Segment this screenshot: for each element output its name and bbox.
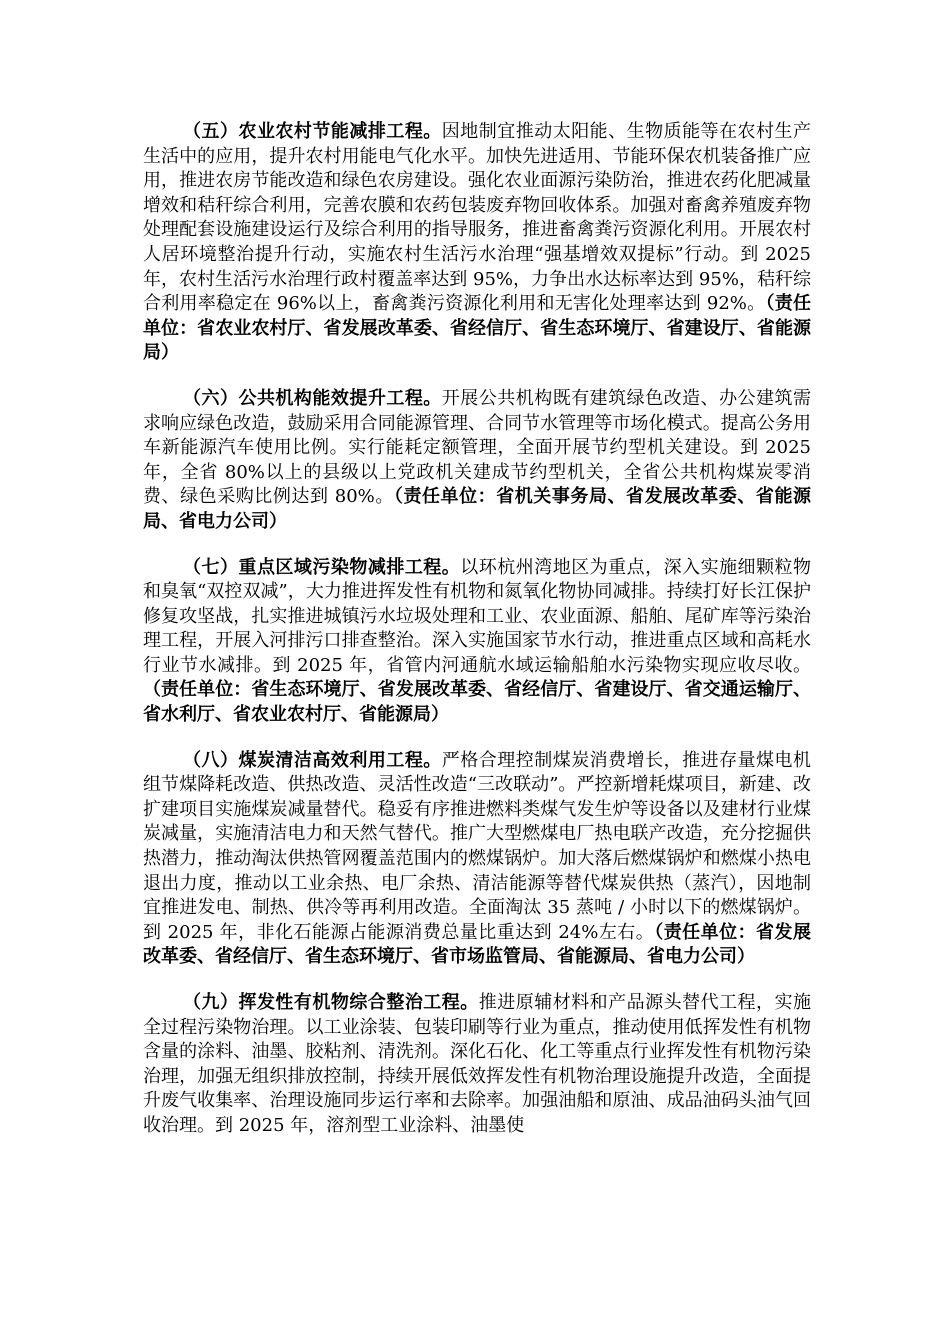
section-body: 因地制宜推动太阳能、生物质能等在农村生产生活中的应用，提升农村用能电气化水平。加快先进适用、节能环保农机装备推广应用，推进农房节能改造和绿色农房建设。强化农业面源污染防治，推进农药化肥减量增效和秸秆综合利用，完善农膜和农药包装废弃物回收体系。加强对畜禽养殖废弃物处理配套设施建设运行及综合利用的指导服务，推进畜禽粪污资源化利用。开展农村人居环境整治提升行动，实施农村生活污水治理“强基增效双提标”行动。到 2025 年，农村生活污水治理行政村覆盖率达到 95%，力争出水达标率达到 95%，秸秆综合利用率稳定在 96%以上，畜禽粪污资源化利用和无害化处理率达到 92%。 [143, 121, 812, 315]
responsibility-units: （责任单位：省生态环境厅、省发展改革委、省经信厅、省建设厅、省交通运输厅、省水利厅、省农业农村厅、省能源局） [143, 679, 811, 726]
section-heading: （六）公共机构能效提升工程。 [183, 387, 442, 409]
section-5-paragraph [143, 120, 811, 366]
section-6-paragraph [143, 387, 811, 535]
section-8-paragraph [143, 749, 811, 970]
document-page [143, 120, 811, 1160]
section-heading: （八）煤炭清洁高效利用工程。 [183, 749, 442, 771]
section-body: 推进原辅材料和产品源头替代工程，实施全过程污染物治理。以工业涂装、包装印刷等行业为重点，推动使用低挥发性有机物含量的涂料、油墨、胶粘剂、清洗剂。深化石化、化工等重点行业挥发性有机物污染治理，加强无组织排放控制，持续开展低效挥发性有机物治理设施提升改造，全面提升废气收集率、治理设施同步运行率和去除率。加强油船和原油、成品油码头油气回收治理。到 2025 年，溶剂型工业涂料、油墨使 [143, 992, 812, 1136]
section-7-paragraph [143, 556, 811, 728]
section-body: 严格合理控制煤炭消费增长，推进存量煤电机组节煤降耗改造、供热改造、灵活性改造“三改联动”。严控新增耗煤项目，新建、改扩建项目实施煤炭减量替代。稳妥有序推进燃料类煤气发生炉等设备以及建材行业煤炭减量，实施清洁电力和天然气替代。推广大型燃煤电厂热电联产改造，充分挖掘供热潜力，推动淘汰供热管网覆盖范围内的燃煤锅炉。加大落后燃煤锅炉和燃煤小热电退出力度，推动以工业余热、电厂余热、清洁能源等替代煤炭供热（蒸汽），因地制宜推进发电、制热、供冷等再利用改造。全面淘汰 35 蒸吨 / 小时以下的燃煤锅炉。到 2025 年，非化石能源占能源消费总量比重达到 24%左右。 [143, 749, 812, 943]
responsibility-units: （责任单位：省发展改革委、省经信厅、省生态环境厅、省市场监管局、省能源局、省电力公司） [143, 921, 812, 968]
section-body: 以环杭州湾地区为重点，深入实施细颗粒物和臭氧“双控双减”，大力推进挥发性有机物和氮氧化物协同减排。持续打好长江保护修复攻坚战，扎实推进城镇污水垃圾处理和工业、农业面源、船舶、尾矿库等污染治理工程，开展入河排污口排查整治。深入实施国家节水行动，推进重点区域和高耗水行业节水减排。到 2025 年，省管内河通航水域运输船舶水污染物实现应收尽收。 [143, 556, 812, 676]
responsibility-units: （责任单位：省机关事务局、省发展改革委、省能源局、省电力公司） [143, 486, 811, 532]
responsibility-units: （责任单位：省农业农村厅、省发展改革委、省经信厅、省生态环境厅、省建设厅、省能源局） [143, 293, 811, 364]
section-heading: （五）农业农村节能减排工程。 [183, 121, 442, 142]
section-heading: （九）挥发性有机物综合整治工程。 [183, 992, 479, 1013]
section-heading: （七）重点区域污染物减排工程。 [183, 556, 461, 578]
section-body: 开展公共机构既有建筑绿色改造、办公建筑需求响应绿色改造，鼓励采用合同能源管理、合同节水管理等市场化模式。提高公务用车新能源汽车使用比例。实行能耗定额管理，全面开展节约型机关建设。到 2025 年，全省 80%以上的县级以上党政机关建成节约型机关，全省公共机构煤炭零消费、绿色采购比例达到 80%。 [143, 387, 812, 508]
section-9-paragraph [143, 991, 811, 1139]
